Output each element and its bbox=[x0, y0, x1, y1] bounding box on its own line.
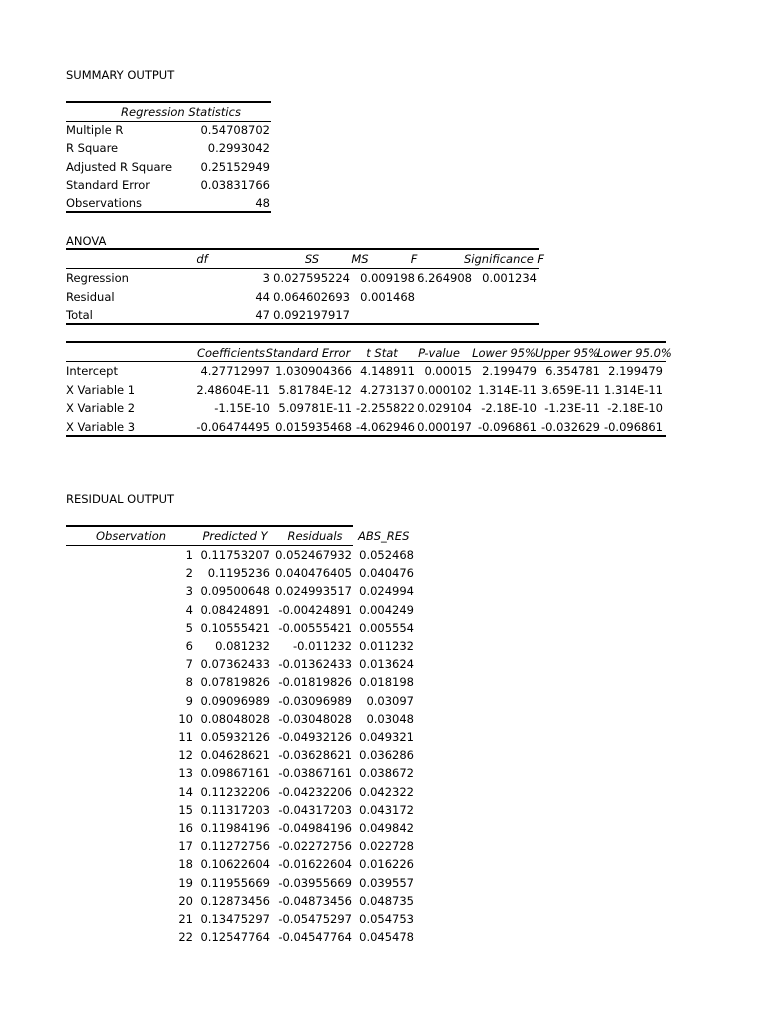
coef-cell: 2.199479 bbox=[608, 364, 663, 378]
coef-cell: -2.18E-10 bbox=[481, 401, 537, 415]
residual-col-header: ABS_RES bbox=[358, 529, 410, 543]
residual-cell: 0.09867161 bbox=[200, 766, 270, 781]
residual-cell: 21 bbox=[178, 912, 193, 926]
anova-top-rule bbox=[66, 248, 539, 250]
residual-cell: 0.08424891 bbox=[200, 602, 270, 617]
anova-cell: 0.092197917 bbox=[273, 308, 350, 322]
residual-cell: 0.011232 bbox=[359, 639, 414, 653]
residual-cell: 11 bbox=[178, 730, 193, 744]
residual-cell: 0.11232206 bbox=[200, 784, 270, 799]
residual-cell: 0.004249 bbox=[359, 602, 414, 617]
residual-cell: 0.049321 bbox=[359, 730, 414, 744]
residual-cell: 0.043172 bbox=[359, 802, 414, 817]
residual-cell: 0.042322 bbox=[359, 784, 414, 799]
coef-cell: -0.096861 bbox=[477, 419, 537, 434]
coef-cell: -2.255822 bbox=[355, 401, 415, 415]
anova-col-header: F bbox=[410, 252, 418, 266]
regstats-bottom-rule bbox=[66, 211, 271, 213]
coef-header-rule bbox=[66, 361, 666, 362]
residual-cell: -0.03096989 bbox=[278, 693, 352, 708]
anova-title: ANOVA bbox=[66, 234, 107, 248]
coef-row-label: X Variable 3 bbox=[66, 419, 136, 434]
residual-cell: 0.10622604 bbox=[200, 857, 270, 872]
residual-cell: -0.01622604 bbox=[278, 857, 352, 872]
coef-col-header: P-value bbox=[418, 346, 460, 360]
residual-cell: -0.04873456 bbox=[278, 893, 352, 908]
residual-cell: 18 bbox=[178, 857, 193, 872]
anova-row-label: Regression bbox=[66, 271, 129, 285]
residual-cell: 0.03048 bbox=[366, 711, 414, 726]
coef-cell: -2.18E-10 bbox=[607, 401, 663, 415]
coef-bottom-rule bbox=[66, 435, 666, 437]
residual-col-header: Observation bbox=[95, 529, 167, 543]
regstats-label: Observations bbox=[66, 196, 143, 211]
residual-cell: 0.11753207 bbox=[200, 548, 270, 562]
residual-cell: 5 bbox=[185, 620, 193, 635]
residual-cell: 10 bbox=[178, 711, 193, 726]
residual-cell: 0.09096989 bbox=[200, 693, 270, 708]
residual-cell: 0.024994 bbox=[359, 584, 414, 599]
coef-col-header: Upper 95% bbox=[534, 346, 600, 360]
residual-cell: 7 bbox=[185, 657, 193, 672]
residual-cell: 0.03097 bbox=[366, 693, 414, 708]
residual-cell: 0.08048028 bbox=[200, 711, 270, 726]
regstats-value: 48 bbox=[255, 196, 270, 211]
coef-col-header: Lower 95.0% bbox=[597, 346, 672, 360]
residual-cell: 0.052467932 bbox=[275, 548, 352, 562]
residual-cell: -0.00555421 bbox=[278, 620, 352, 635]
regstats-header-rule bbox=[66, 121, 271, 122]
residual-cell: 0.022728 bbox=[359, 839, 414, 854]
residual-cell: 0.005554 bbox=[359, 620, 414, 635]
coef-cell: 0.000102 bbox=[417, 382, 472, 397]
coef-cell: 5.81784E-12 bbox=[278, 382, 352, 397]
anova-cell: 6.264908 bbox=[417, 271, 472, 285]
residual-cell: 9 bbox=[185, 693, 193, 708]
anova-cell: 0.009198 bbox=[360, 271, 415, 285]
residual-cell: 0.1195236 bbox=[207, 566, 270, 581]
residual-cell: 0.036286 bbox=[359, 748, 414, 763]
residual-cell: 0.018198 bbox=[359, 675, 414, 690]
regstats-top-rule bbox=[66, 101, 271, 103]
residual-cell: 0.039557 bbox=[359, 875, 414, 890]
residual-cell: 0.024993517 bbox=[275, 584, 352, 599]
anova-cell: 0.001234 bbox=[482, 271, 537, 285]
residual-cell: 0.11955669 bbox=[200, 875, 270, 890]
residual-cell: -0.03048028 bbox=[278, 711, 352, 726]
residual-cell: -0.04932126 bbox=[278, 730, 352, 744]
regstats-label: R Square bbox=[66, 141, 119, 156]
residual-cell: -0.011232 bbox=[292, 639, 352, 653]
coef-cell: 1.314E-11 bbox=[604, 382, 663, 397]
residual-cell: 0.12873456 bbox=[200, 893, 270, 908]
residual-cell: 0.13475297 bbox=[200, 912, 270, 926]
anova-cell: 3 bbox=[262, 271, 270, 285]
residual-cell: 22 bbox=[178, 930, 193, 945]
coef-col-header: Coefficients bbox=[196, 346, 266, 360]
residual-cell: 3 bbox=[185, 584, 193, 599]
anova-col-header: MS bbox=[351, 252, 369, 266]
residual-cell: 0.11984196 bbox=[200, 821, 270, 835]
coef-col-header: Standard Error bbox=[265, 346, 351, 360]
residual-cell: 0.040476405 bbox=[275, 566, 352, 581]
residual-cell: 12 bbox=[178, 748, 193, 763]
coef-cell: 0.015935468 bbox=[275, 419, 352, 434]
residual-cell: -0.05475297 bbox=[278, 912, 352, 926]
residual-cell: -0.01362433 bbox=[278, 657, 352, 672]
coef-cell: 2.199479 bbox=[482, 364, 537, 378]
coef-cell: 3.659E-11 bbox=[541, 382, 600, 397]
coef-cell: 1.030904366 bbox=[275, 364, 352, 378]
coef-col-header: t Stat bbox=[366, 346, 398, 360]
coef-cell: -4.062946 bbox=[355, 419, 415, 434]
residual-cell: 0.054753 bbox=[359, 912, 414, 926]
residual-cell: -0.03867161 bbox=[278, 766, 352, 781]
coef-cell: -1.15E-10 bbox=[214, 401, 270, 415]
regstats-label: Adjusted R Square bbox=[66, 159, 173, 174]
coef-cell: 6.354781 bbox=[545, 364, 600, 378]
residual-cell: 0.052468 bbox=[359, 548, 414, 562]
residual-cell: 1 bbox=[185, 548, 193, 562]
coef-cell: 2.48604E-11 bbox=[196, 382, 270, 397]
coef-cell: 1.314E-11 bbox=[478, 382, 537, 397]
residual-cell: -0.03955669 bbox=[278, 875, 352, 890]
residual-top-rule bbox=[66, 525, 353, 527]
anova-col-header: SS bbox=[304, 252, 320, 266]
residual-col-header: Residuals bbox=[287, 529, 343, 543]
residual-cell: -0.03628621 bbox=[278, 748, 352, 763]
anova-cell: 44 bbox=[255, 289, 270, 304]
residual-cell: 0.038672 bbox=[359, 766, 414, 781]
anova-cell: 47 bbox=[255, 308, 270, 322]
residual-cell: 8 bbox=[185, 675, 193, 690]
residual-cell: -0.00424891 bbox=[278, 602, 352, 617]
coef-cell: 0.029104 bbox=[417, 401, 472, 415]
anova-cell: 0.027595224 bbox=[273, 271, 350, 285]
residual-cell: -0.04984196 bbox=[278, 821, 352, 835]
residual-cell: 0.045478 bbox=[359, 930, 414, 945]
residual-cell: 0.048735 bbox=[359, 893, 414, 908]
residual-cell: -0.01819826 bbox=[278, 675, 352, 690]
residual-cell: 0.07819826 bbox=[200, 675, 270, 690]
coef-col-header: Lower 95% bbox=[472, 346, 536, 360]
residual-cell: 0.040476 bbox=[359, 566, 414, 581]
residual-cell: 0.049842 bbox=[359, 821, 414, 835]
residual-cell: 6 bbox=[185, 639, 193, 653]
coef-row-label: X Variable 2 bbox=[66, 401, 136, 415]
residual-cell: -0.04547764 bbox=[278, 930, 352, 945]
anova-row-label: Total bbox=[66, 308, 93, 322]
residual-col-header: Predicted Y bbox=[202, 529, 268, 543]
anova-row-label: Residual bbox=[66, 289, 115, 304]
coef-row-label: Intercept bbox=[66, 364, 118, 378]
regstats-value: 0.03831766 bbox=[200, 177, 270, 192]
anova-cell: 0.001468 bbox=[360, 289, 415, 304]
residual-cell: 15 bbox=[178, 802, 193, 817]
coef-cell: 0.00015 bbox=[424, 364, 472, 378]
residual-cell: -0.04317203 bbox=[278, 802, 352, 817]
residual-cell: 0.10555421 bbox=[200, 620, 270, 635]
residual-title: RESIDUAL OUTPUT bbox=[66, 492, 175, 506]
regstats-header: Regression Statistics bbox=[121, 105, 241, 119]
anova-col-header: df bbox=[196, 252, 208, 266]
coef-cell: -0.06474495 bbox=[196, 419, 270, 434]
regstats-value: 0.25152949 bbox=[200, 159, 270, 174]
residual-cell: 0.05932126 bbox=[200, 730, 270, 744]
residual-cell: -0.02272756 bbox=[278, 839, 352, 854]
coef-cell: -1.23E-11 bbox=[544, 401, 600, 415]
anova-header-rule bbox=[66, 268, 539, 269]
residual-cell: 20 bbox=[178, 893, 193, 908]
regstats-label: Standard Error bbox=[66, 177, 151, 192]
coef-cell: -0.032629 bbox=[540, 419, 600, 434]
residual-cell: 0.11317203 bbox=[200, 802, 270, 817]
residual-cell: 16 bbox=[178, 821, 193, 835]
residual-cell: 13 bbox=[178, 766, 193, 781]
residual-cell: 0.081232 bbox=[215, 639, 270, 653]
coef-cell: 0.000197 bbox=[417, 419, 472, 434]
coef-cell: 4.148911 bbox=[360, 364, 415, 378]
residual-cell: 17 bbox=[178, 839, 193, 854]
coef-top-rule bbox=[66, 341, 666, 343]
anova-col-header: Significance F bbox=[464, 252, 545, 266]
coef-cell: -0.096861 bbox=[603, 419, 663, 434]
residual-cell: 0.013624 bbox=[359, 657, 414, 672]
regstats-value: 0.54708702 bbox=[200, 123, 270, 137]
anova-bottom-rule bbox=[66, 323, 539, 325]
residual-cell: -0.04232206 bbox=[278, 784, 352, 799]
residual-cell: 4 bbox=[185, 602, 193, 617]
summary-title: SUMMARY OUTPUT bbox=[66, 68, 175, 82]
residual-cell: 2 bbox=[185, 566, 193, 581]
residual-cell: 0.09500648 bbox=[200, 584, 270, 599]
anova-cell: 0.064602693 bbox=[273, 289, 350, 304]
residual-cell: 0.04628621 bbox=[200, 748, 270, 763]
coef-cell: 4.27712997 bbox=[200, 364, 270, 378]
residual-cell: 0.12547764 bbox=[200, 930, 270, 945]
coef-cell: 4.273137 bbox=[360, 382, 415, 397]
residual-cell: 0.07362433 bbox=[200, 657, 270, 672]
residual-cell: 14 bbox=[178, 784, 193, 799]
residual-cell: 0.11272756 bbox=[200, 839, 270, 854]
residual-cell: 0.016226 bbox=[359, 857, 414, 872]
coef-row-label: X Variable 1 bbox=[66, 382, 136, 397]
residual-header-rule bbox=[66, 545, 353, 546]
coef-cell: 5.09781E-11 bbox=[278, 401, 352, 415]
regstats-value: 0.2993042 bbox=[207, 141, 270, 156]
regstats-label: Multiple R bbox=[66, 123, 124, 137]
residual-cell: 19 bbox=[178, 875, 193, 890]
